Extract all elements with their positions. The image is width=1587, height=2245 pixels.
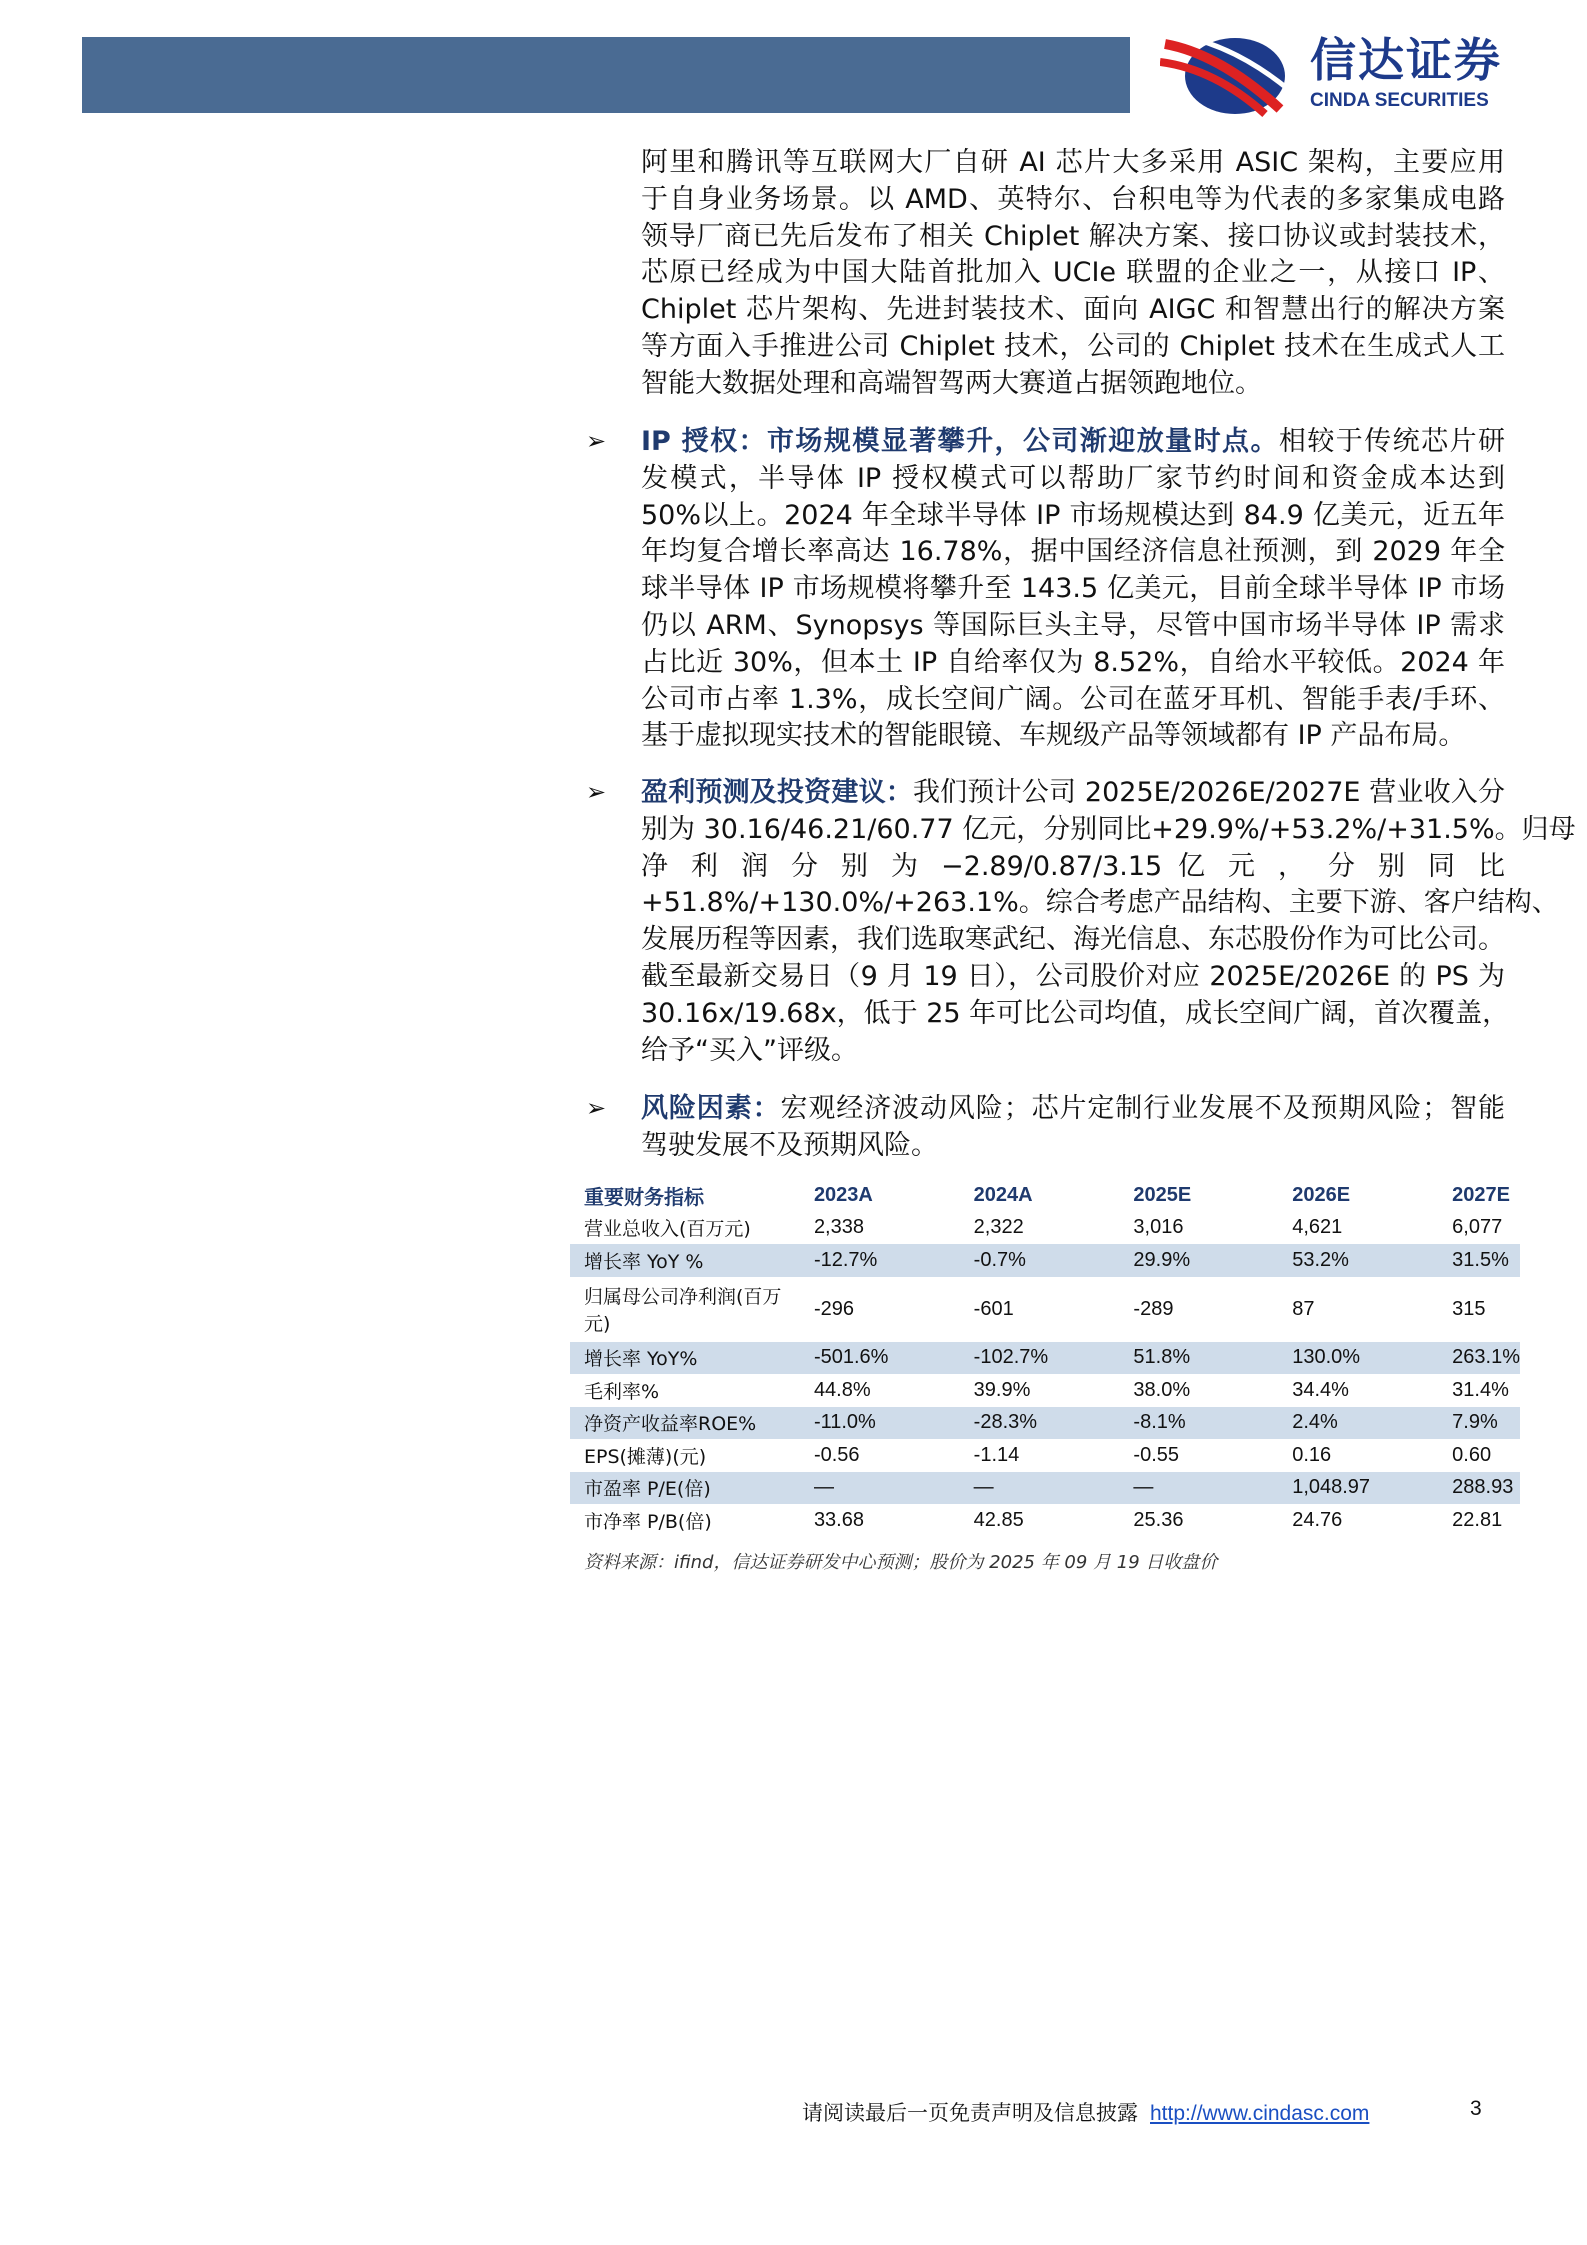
text-line bbox=[641, 922, 1505, 959]
row-label: EPS(摊薄)(元) bbox=[584, 1445, 707, 1468]
paragraph-lead: IP 授权：市场规模显著攀升，公司渐迎放量时点。 bbox=[641, 426, 1279, 457]
cell-value: 53.2% bbox=[1278, 1244, 1438, 1277]
text-line bbox=[641, 424, 1505, 461]
cell-value: -28.3% bbox=[960, 1407, 1120, 1440]
text-line bbox=[641, 366, 1505, 403]
cell-value: -8.1% bbox=[1119, 1407, 1278, 1440]
text-line bbox=[641, 849, 1505, 886]
cell-value: -296 bbox=[813, 1297, 854, 1320]
cell-value: 315 bbox=[1452, 1297, 1486, 1320]
logo-text-cn: 信达证券 bbox=[1310, 33, 1502, 87]
text-line bbox=[641, 645, 1505, 682]
text-line bbox=[641, 959, 1505, 996]
cell-value: 38.0% bbox=[1133, 1378, 1191, 1401]
text-line bbox=[641, 329, 1505, 366]
line-text: 截至最新交易日（9 月 19 日），公司股价对应 2025E/2026E 的 PS 为 bbox=[641, 960, 1505, 992]
cell-value: — bbox=[800, 1472, 960, 1505]
text-line bbox=[641, 255, 1505, 292]
text-line bbox=[641, 682, 1505, 719]
cell-value: 1,048.97 bbox=[1278, 1472, 1438, 1505]
line-text: Chiplet 芯片架构、先进封装技术、面向 AIGC 和智慧出行的解决方案 bbox=[641, 294, 1505, 326]
header-bar bbox=[82, 37, 1130, 113]
table-row bbox=[570, 1212, 1520, 1245]
cell-value: 42.85 bbox=[973, 1508, 1024, 1531]
cell-value: 4,621 bbox=[1292, 1216, 1343, 1239]
paragraph-lead: 风险因素： bbox=[641, 1093, 781, 1124]
paragraph-2 bbox=[641, 775, 1576, 1069]
col-header: 2026E bbox=[1292, 1183, 1351, 1206]
cell-value: 22.81 bbox=[1452, 1508, 1503, 1531]
text-line bbox=[641, 145, 1505, 182]
line-text: 净 利 润 分 别 为 −2.89/0.87/3.15 亿 元 ， 分 别 同 比 bbox=[641, 850, 1505, 882]
line-text: 球半导体 IP 市场规模将攀升至 143.5 亿美元，目前全球半导体 IP 市场 bbox=[641, 573, 1505, 605]
cell-value: 34.4% bbox=[1292, 1378, 1349, 1401]
cell-value: — bbox=[960, 1472, 1120, 1505]
logo-text-en: CINDA SECURITIES bbox=[1310, 90, 1489, 111]
line-text: 领导厂商已先后发布了相关 Chiplet 解决方案、接口协议或封装技术， bbox=[641, 220, 1505, 252]
text-line bbox=[641, 292, 1505, 329]
cinda-logo bbox=[1160, 34, 1560, 118]
text-line bbox=[641, 219, 1505, 256]
table-row bbox=[570, 1407, 1520, 1440]
text-line bbox=[641, 996, 1510, 1033]
cell-value: 6,077 bbox=[1452, 1216, 1503, 1239]
row-label: 毛利率% bbox=[584, 1380, 660, 1403]
cell-value: -12.7% bbox=[800, 1244, 960, 1277]
cell-value: -0.55 bbox=[1133, 1443, 1179, 1466]
line-text: 智能大数据处理和高端智驾两大赛道占据领跑地位。 bbox=[641, 367, 1262, 399]
table-row bbox=[570, 1244, 1520, 1277]
row-label: 归属母公司净利润(百万元) bbox=[584, 1286, 782, 1335]
cell-value: 2.4% bbox=[1278, 1407, 1438, 1440]
line-text: 给予“买入”评级。 bbox=[641, 1034, 858, 1066]
table-row bbox=[570, 1277, 1520, 1342]
cell-value: 130.0% bbox=[1278, 1342, 1438, 1375]
cell-value: -601 bbox=[973, 1297, 1014, 1320]
cell-value: 0.60 bbox=[1452, 1443, 1492, 1466]
cell-value: 3,016 bbox=[1133, 1216, 1184, 1239]
line-text: 公司市占率 1.3%，成长空间广阔。公司在蓝牙耳机、智能手表/手环、 bbox=[641, 683, 1505, 715]
text-line bbox=[641, 1091, 1505, 1128]
footer-disclaimer bbox=[802, 2097, 1369, 2127]
cell-value: 31.5% bbox=[1438, 1244, 1520, 1277]
line-text: 阿里和腾讯等互联网大厂自研 AI 芯片大多采用 ASIC 架构，主要应用 bbox=[641, 147, 1505, 178]
col-header: 2027E bbox=[1452, 1183, 1510, 1206]
line-text: 基于虚拟现实技术的智能眼镜、车规级产品等领域都有 IP 产品布局。 bbox=[641, 720, 1466, 752]
financial-table bbox=[570, 1179, 1520, 1537]
cell-value: 33.68 bbox=[813, 1508, 864, 1531]
col-header: 2023A bbox=[813, 1183, 873, 1206]
line-text: 50%以上。2024 年全球半导体 IP 市场规模达到 84.9 亿美元，近五年 bbox=[641, 499, 1505, 531]
cell-value: -289 bbox=[1133, 1297, 1174, 1320]
cell-value: 7.9% bbox=[1438, 1407, 1520, 1440]
cell-value: 39.9% bbox=[973, 1378, 1031, 1401]
col-header: 2024A bbox=[973, 1183, 1033, 1206]
line-text: 30.16x/19.68x，低于 25 年可比公司均值，成长空间广阔，首次覆盖， bbox=[641, 997, 1510, 1029]
text-line bbox=[641, 1033, 1505, 1070]
line-text: 相较于传统芯片研 bbox=[1278, 426, 1506, 457]
cell-value: -11.0% bbox=[800, 1407, 960, 1440]
cell-value: — bbox=[1119, 1472, 1278, 1505]
text-line bbox=[641, 718, 1505, 755]
cell-value: -501.6% bbox=[800, 1342, 960, 1375]
row-label: 市净率 P/B(倍) bbox=[584, 1510, 712, 1533]
table-row bbox=[570, 1342, 1520, 1375]
cell-value: -1.14 bbox=[973, 1443, 1020, 1466]
cell-value: -0.56 bbox=[813, 1443, 860, 1466]
row-label: 增长率 YoY% bbox=[570, 1342, 800, 1375]
line-text: 等方面入手推进公司 Chiplet 技术，公司的 Chiplet 技术在生成式人工 bbox=[641, 330, 1505, 362]
text-line bbox=[641, 775, 1505, 812]
table-row bbox=[570, 1374, 1520, 1407]
bullet-arrow-icon: ➢ bbox=[586, 779, 607, 806]
paragraph-3 bbox=[641, 1091, 1505, 1165]
cell-value: 24.76 bbox=[1292, 1508, 1343, 1531]
text-line bbox=[641, 1128, 1505, 1165]
text-line bbox=[641, 534, 1505, 571]
col-header: 2025E bbox=[1133, 1183, 1192, 1206]
line-text: 仍以 ARM、Synopsys 等国际巨头主导，尽管中国市场半导体 IP 需求 bbox=[641, 609, 1505, 641]
line-text: 于自身业务场景。以 AMD、英特尔、台积电等为代表的多家集成电路 bbox=[641, 183, 1505, 215]
disclaimer-text: 请阅读最后一页免责声明及信息披露 bbox=[802, 2101, 1138, 2125]
line-text: 宏观经济波动风险；芯片定制行业发展不及预期风险；智能 bbox=[780, 1093, 1505, 1124]
cell-value: -102.7% bbox=[960, 1342, 1120, 1375]
line-text: 占比近 30%，但本土 IP 自给率仅为 8.52%，自给水平较低。2024 年 bbox=[641, 646, 1505, 678]
row-label: 市盈率 P/E(倍) bbox=[570, 1472, 800, 1505]
table-row bbox=[570, 1504, 1520, 1537]
logo-emblem-icon bbox=[1160, 34, 1290, 118]
cell-value: 25.36 bbox=[1133, 1508, 1184, 1531]
table-header-row bbox=[570, 1179, 1520, 1212]
line-text: 别为 30.16/46.21/60.77 亿元，分别同比+29.9%/+53.2%/+31.5%。归母 bbox=[641, 813, 1576, 845]
page-number: 3 bbox=[1470, 2097, 1482, 2120]
line-text: 我们预计公司 2025E/2026E/2027E 营业收入分 bbox=[912, 777, 1505, 808]
text-line bbox=[641, 182, 1505, 219]
cell-value: 0.16 bbox=[1292, 1443, 1332, 1466]
line-text: 发展历程等因素，我们选取寒武纪、海光信息、东芯股份作为可比公司。 bbox=[641, 924, 1505, 956]
text-line bbox=[641, 608, 1505, 645]
text-line bbox=[641, 812, 1576, 849]
line-text: 年均复合增长率高达 16.78%，据中国经济信息社预测，到 2029 年全 bbox=[641, 536, 1505, 568]
paragraph-0 bbox=[641, 145, 1505, 403]
cell-value: 87 bbox=[1292, 1297, 1315, 1320]
line-text: 驾驶发展不及预期风险。 bbox=[641, 1129, 938, 1161]
paragraph-1 bbox=[641, 424, 1505, 755]
table-row bbox=[570, 1439, 1520, 1472]
paragraph-lead: 盈利预测及投资建议： bbox=[641, 777, 913, 808]
text-line bbox=[641, 885, 1559, 922]
cell-value: 51.8% bbox=[1119, 1342, 1278, 1375]
table-row bbox=[570, 1472, 1520, 1505]
cell-value: 31.4% bbox=[1452, 1378, 1509, 1401]
cell-value: 29.9% bbox=[1119, 1244, 1278, 1277]
row-label: 营业总收入(百万元) bbox=[584, 1218, 751, 1241]
bullet-arrow-icon: ➢ bbox=[586, 1095, 607, 1122]
cell-value: 263.1% bbox=[1438, 1342, 1520, 1375]
text-line bbox=[641, 461, 1505, 498]
line-text: 芯原已经成为中国大陆首批加入 UCIe 联盟的企业之一，从接口 IP、 bbox=[641, 257, 1505, 289]
line-text: +51.8%/+130.0%/+263.1%。综合考虑产品结构、主要下游、客户结构、 bbox=[641, 887, 1559, 919]
cell-value: 2,338 bbox=[813, 1216, 864, 1239]
row-label: 增长率 YoY % bbox=[570, 1244, 800, 1277]
table-source-note: 资料来源：ifind，信达证券研发中心预测；股价为 2025 年 09 月 19 日收盘价 bbox=[584, 1552, 1218, 1573]
cell-value: -0.7% bbox=[960, 1244, 1120, 1277]
cell-value: 2,322 bbox=[973, 1216, 1024, 1239]
col-header: 重要财务指标 bbox=[584, 1186, 704, 1209]
line-text: 发模式，半导体 IP 授权模式可以帮助厂家节约时间和资金成本达到 bbox=[641, 462, 1505, 494]
cell-value: 288.93 bbox=[1438, 1472, 1520, 1505]
cell-value: 44.8% bbox=[813, 1378, 871, 1401]
website-link[interactable]: http://www.cindasc.com bbox=[1150, 2102, 1370, 2125]
row-label: 净资产收益率ROE% bbox=[570, 1407, 800, 1440]
bullet-arrow-icon: ➢ bbox=[586, 428, 607, 455]
text-line bbox=[641, 498, 1505, 535]
text-line bbox=[641, 571, 1505, 608]
